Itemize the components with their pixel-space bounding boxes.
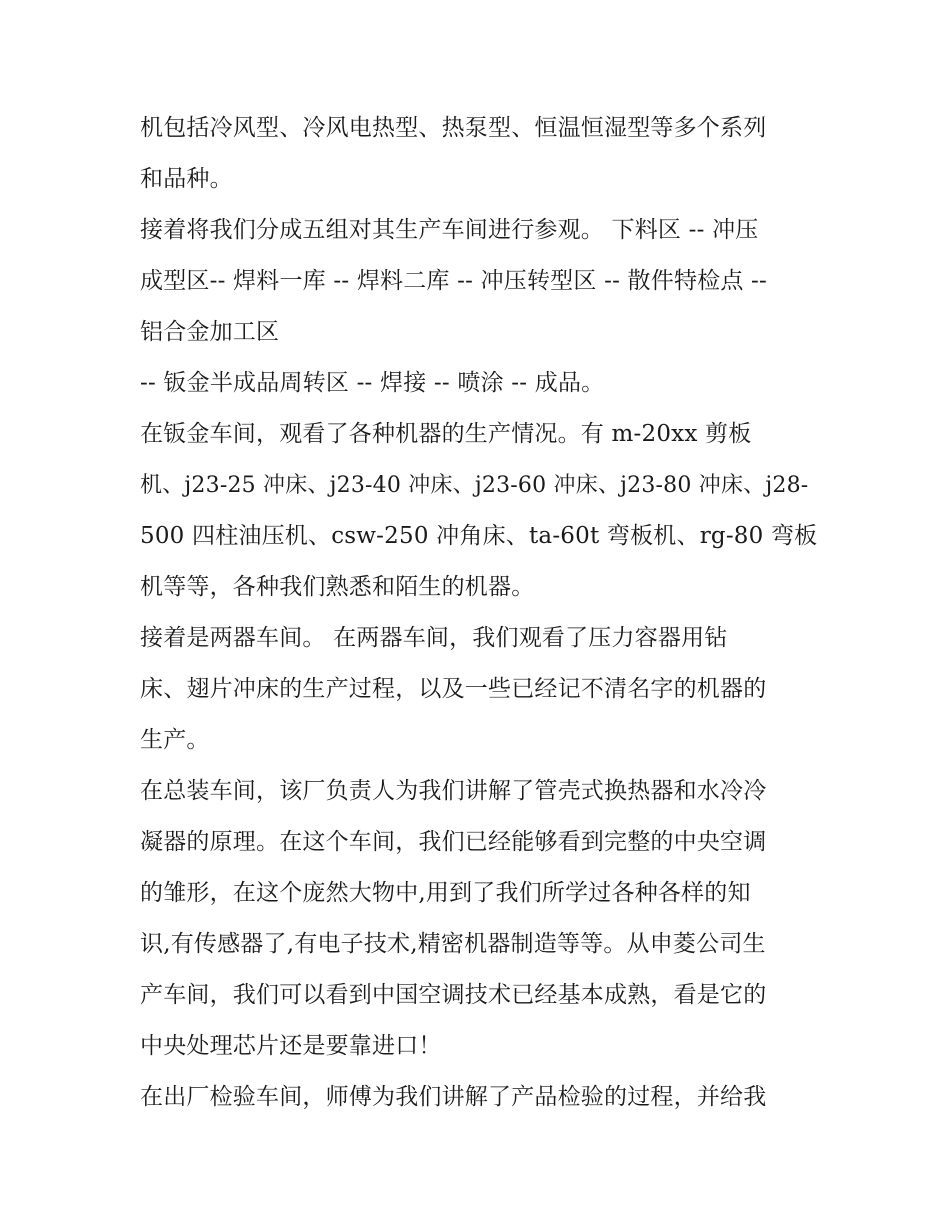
text-line: 中央处理芯片还是要靠进口！ [140, 1033, 442, 1059]
text-line: 机等等，各种我们熟悉和陌生的机器。 [140, 574, 535, 600]
text-line: 接着是两器车间。 在两器车间，我们观看了压力容器用钻 [140, 625, 728, 651]
text-line: -- 钣金半成品周转区 -- 焊接 -- 喷涂 -- 成品。 [140, 370, 605, 396]
text-line: 产车间，我们可以看到中国空调技术已经基本成熟，看是它的 [140, 982, 767, 1008]
text-line: 的雏形，在这个庞然大物中,用到了我们所学过各种各样的知 [140, 880, 751, 906]
document-body [140, 103, 820, 1123]
text-line: 生产。 [140, 727, 210, 753]
text-line: 机包括冷风型、冷风电热型、热泵型、恒温恒湿型等多个系列 [140, 115, 767, 141]
text-line: 床、翅片冲床的生产过程，以及一些已经记不清名字的机器的 [140, 676, 767, 702]
text-line: 接着将我们分成五组对其生产车间进行参观。 下料区 -- 冲压 [140, 217, 759, 243]
text-line: 机、j23-25 冲床、j23-40 冲床、j23-60 冲床、j23-80 冲床、j28- [140, 473, 809, 498]
text-line: 500 四柱油压机、csw-250 冲角床、ta-60t 弯板机、rg-80 弯板 [140, 523, 818, 549]
text-line: 在总装车间，该厂负责人为我们讲解了管壳式换热器和水冷冷 [140, 778, 767, 804]
text-line: 成型区-- 焊料一库 -- 焊料二库 -- 冲压转型区 -- 散件特检点 -- [140, 268, 768, 294]
text-line: 铝合金加工区 [140, 319, 280, 345]
text-line: 和品种。 [140, 166, 233, 192]
text-line: 在出厂检验车间，师傅为我们讲解了产品检验的过程，并给我 [140, 1084, 767, 1110]
text-line: 识,有传感器了,有电子技术,精密机器制造等等。从申菱公司生 [140, 931, 766, 957]
text-line: 凝器的原理。在这个车间，我们已经能够看到完整的中央空调 [140, 829, 767, 855]
text-line: 在钣金车间，观看了各种机器的生产情况。有 m-20xx 剪板 [140, 421, 752, 447]
